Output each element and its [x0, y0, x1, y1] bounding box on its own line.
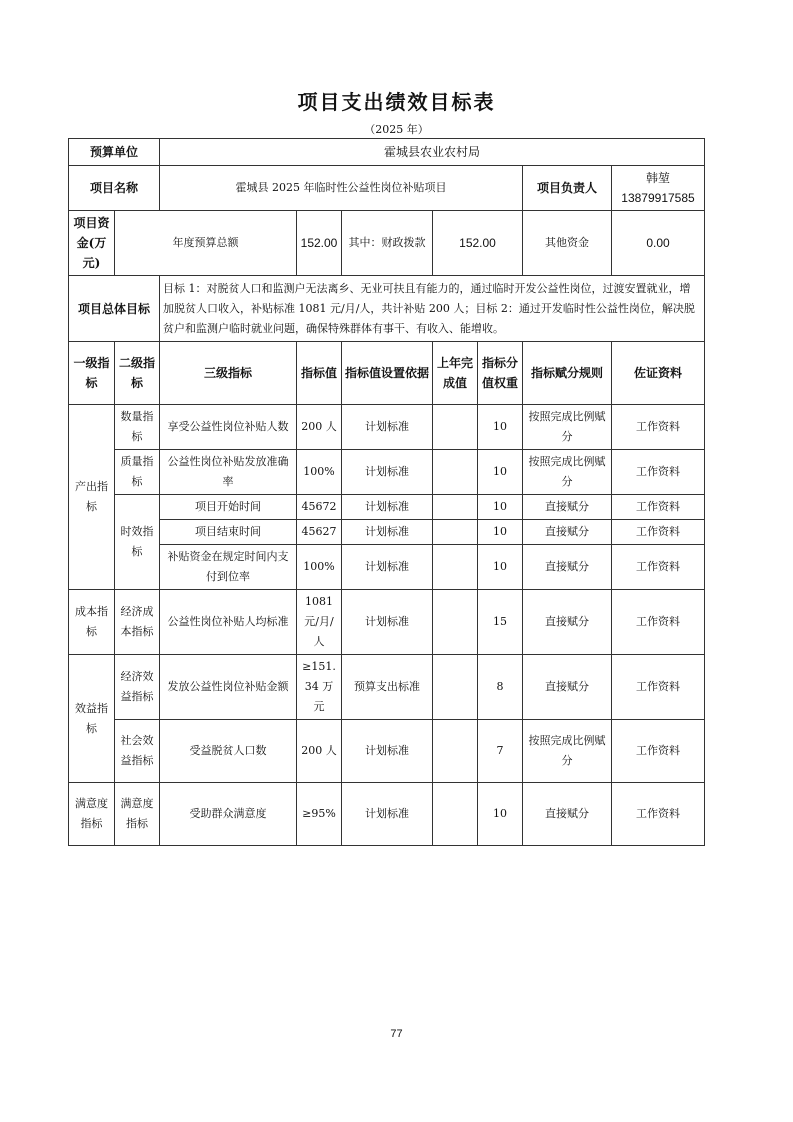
- header-scoring: 指标赋分规则: [523, 342, 612, 405]
- indicator-name: 享受公益性岗位补贴人数: [160, 405, 297, 450]
- project-leader-phone: 13879917585: [621, 191, 695, 205]
- header-basis: 指标值设置依据: [342, 342, 433, 405]
- indicator-value: 200 人: [297, 720, 342, 783]
- indicator-basis: 计划标准: [342, 720, 433, 783]
- budget-unit-label: 预算单位: [69, 139, 160, 166]
- fiscal-appropriation-label: 其中：财政拨款: [342, 211, 433, 276]
- indicator-weight: 15: [478, 590, 523, 655]
- indicator-value: 45627: [297, 520, 342, 545]
- indicator-evidence: 工作资料: [612, 520, 705, 545]
- header-level1: 一级指标: [69, 342, 115, 405]
- indicator-weight: 7: [478, 720, 523, 783]
- indicator-scoring: 按照完成比例赋分: [523, 405, 612, 450]
- table-row: [69, 783, 705, 846]
- table-row: [69, 720, 705, 783]
- indicator-weight: 10: [478, 495, 523, 520]
- indicator-evidence: 工作资料: [612, 450, 705, 495]
- indicator-basis: 计划标准: [342, 520, 433, 545]
- indicator-value: 200 人: [297, 405, 342, 450]
- indicator-last-year: [433, 450, 478, 495]
- page-number: 77: [390, 1028, 403, 1040]
- table-row: [69, 655, 705, 720]
- document-year: （2025 年）: [364, 123, 429, 136]
- indicator-weight: 10: [478, 545, 523, 590]
- indicator-last-year: [433, 655, 478, 720]
- indicator-last-year: [433, 545, 478, 590]
- indicator-evidence: 工作资料: [612, 495, 705, 520]
- indicator-last-year: [433, 405, 478, 450]
- indicator-scoring: 直接赋分: [523, 655, 612, 720]
- indicator-weight: 10: [478, 450, 523, 495]
- annual-budget-label: 年度预算总额: [115, 211, 297, 276]
- indicator-basis: 计划标准: [342, 783, 433, 846]
- group-benefit: 效益指标: [69, 655, 115, 783]
- header-evidence: 佐证资料: [612, 342, 705, 405]
- indicator-scoring: 直接赋分: [523, 545, 612, 590]
- subgroup-quality: 质量指标: [115, 450, 160, 495]
- subgroup-economic-benefit: 经济效益指标: [115, 655, 160, 720]
- indicator-value: 1081 元/月/人: [297, 590, 342, 655]
- indicator-evidence: 工作资料: [612, 783, 705, 846]
- group-satisfaction: 满意度指标: [69, 783, 115, 846]
- table-row: [69, 495, 705, 520]
- other-funds-value: 0.00: [612, 211, 705, 276]
- table-row: [69, 520, 705, 545]
- indicator-name: 补贴资金在规定时间内支付到位率: [160, 545, 297, 590]
- project-funds-label: 项目资金(万元): [69, 211, 115, 276]
- indicator-basis: 计划标准: [342, 495, 433, 520]
- indicator-value: 45672: [297, 495, 342, 520]
- indicator-evidence: 工作资料: [612, 590, 705, 655]
- indicator-evidence: 工作资料: [612, 405, 705, 450]
- indicator-last-year: [433, 720, 478, 783]
- indicator-weight: 10: [478, 783, 523, 846]
- group-cost: 成本指标: [69, 590, 115, 655]
- table-row: [69, 450, 705, 495]
- header-value: 指标值: [297, 342, 342, 405]
- indicator-name: 受益脱贫人口数: [160, 720, 297, 783]
- indicator-value: ≥151.34 万元: [297, 655, 342, 720]
- indicator-scoring: 按照完成比例赋分: [523, 720, 612, 783]
- performance-target-table: [68, 138, 705, 846]
- indicator-name: 发放公益性岗位补贴金额: [160, 655, 297, 720]
- indicator-name: 公益性岗位补贴发放准确率: [160, 450, 297, 495]
- subgroup-quantity: 数量指标: [115, 405, 160, 450]
- indicator-basis: 计划标准: [342, 450, 433, 495]
- indicator-last-year: [433, 495, 478, 520]
- indicator-value: ≥95%: [297, 783, 342, 846]
- header-level3: 三级指标: [160, 342, 297, 405]
- indicator-name: 项目结束时间: [160, 520, 297, 545]
- header-weight: 指标分值权重: [478, 342, 523, 405]
- indicator-name: 项目开始时间: [160, 495, 297, 520]
- subgroup-satisfaction: 满意度指标: [115, 783, 160, 846]
- group-output: 产出指标: [69, 405, 115, 590]
- indicator-last-year: [433, 520, 478, 545]
- annual-budget-value: 152.00: [297, 211, 342, 276]
- indicator-basis: 预算支出标准: [342, 655, 433, 720]
- subgroup-economic-cost: 经济成本指标: [115, 590, 160, 655]
- indicator-basis: 计划标准: [342, 405, 433, 450]
- indicator-scoring: 按照完成比例赋分: [523, 450, 612, 495]
- project-name-label: 项目名称: [69, 166, 160, 211]
- indicator-scoring: 直接赋分: [523, 495, 612, 520]
- indicator-basis: 计划标准: [342, 545, 433, 590]
- subgroup-timeliness: 时效指标: [115, 495, 160, 590]
- overall-goal-text: 目标 1：对脱贫人口和监测户无法离乡、无业可扶且有能力的，通过临时开发公益性岗位，过渡安置就业，增加脱贫人口收入，补贴标准 1081 元/月/人，共计补贴 200 人；目标 2：通过开发临时性公益性岗位，解决脱贫户和监测户临时就业问题，确保特殊群体有事干、有收入、能增收。: [160, 276, 705, 342]
- project-name-value: 霍城县 2025 年临时性公益性岗位补贴项目: [160, 166, 523, 211]
- indicator-value: 100%: [297, 450, 342, 495]
- fiscal-appropriation-value: 152.00: [433, 211, 523, 276]
- subgroup-social-benefit: 社会效益指标: [115, 720, 160, 783]
- project-leader-name: 韩堃: [645, 171, 670, 185]
- indicator-last-year: [433, 783, 478, 846]
- table-row: [69, 545, 705, 590]
- project-leader-label: 项目负责人: [523, 166, 612, 211]
- indicator-weight: 10: [478, 405, 523, 450]
- indicator-evidence: 工作资料: [612, 545, 705, 590]
- project-leader-value: [612, 166, 705, 211]
- table-row: [69, 590, 705, 655]
- table-row: [69, 405, 705, 450]
- indicator-weight: 8: [478, 655, 523, 720]
- other-funds-label: 其他资金: [523, 211, 612, 276]
- indicator-scoring: 直接赋分: [523, 590, 612, 655]
- indicator-last-year: [433, 590, 478, 655]
- indicator-weight: 10: [478, 520, 523, 545]
- overall-goal-label: 项目总体目标: [69, 276, 160, 342]
- header-level2: 二级指标: [115, 342, 160, 405]
- budget-unit-value: 霍城县农业农村局: [160, 139, 705, 166]
- indicator-evidence: 工作资料: [612, 655, 705, 720]
- indicator-name: 受助群众满意度: [160, 783, 297, 846]
- header-last-year: 上年完成值: [433, 342, 478, 405]
- indicator-value: 100%: [297, 545, 342, 590]
- indicator-scoring: 直接赋分: [523, 520, 612, 545]
- indicator-evidence: 工作资料: [612, 720, 705, 783]
- indicator-name: 公益性岗位补贴人均标准: [160, 590, 297, 655]
- indicator-basis: 计划标准: [342, 590, 433, 655]
- indicator-scoring: 直接赋分: [523, 783, 612, 846]
- document-title: 项目支出绩效目标表: [297, 90, 496, 114]
